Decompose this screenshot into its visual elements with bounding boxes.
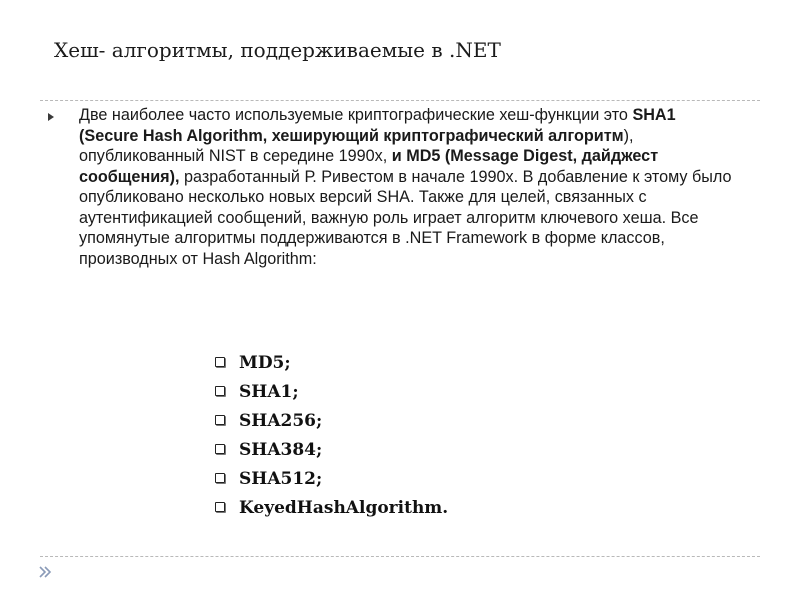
bottom-divider	[40, 556, 760, 557]
algorithm-label: SHA256;	[239, 411, 323, 431]
algorithm-item-sha512	[215, 465, 482, 494]
paragraph-text-2: ), опубликованный NIST в середине 1990х,	[79, 126, 634, 165]
body-paragraph	[79, 105, 739, 269]
top-divider	[40, 100, 760, 101]
algorithm-item-sha384	[215, 436, 482, 465]
checkbox-square-icon	[215, 473, 225, 483]
algorithm-label: SHA384;	[239, 440, 323, 460]
algorithm-item-sha256	[215, 407, 482, 436]
checkbox-square-icon	[215, 444, 225, 454]
algorithm-label: SHA1;	[239, 382, 299, 402]
algorithm-item-md5	[215, 349, 482, 378]
algorithm-label: KeyedHashAlgorithm.	[239, 498, 449, 518]
algorithm-item-keyedhash	[215, 494, 482, 523]
paragraph-text-3: разработанный Р. Ривестом в начале 1990х. В добавление к этому было опубликовано несколько новых версий SHA. Также для целей, связанных с аутентификацией сообщений, важную роль играет алгоритм ключевого хеша. Все упомянутые алгоритмы поддерживаются в .NET Framework в форме классов, производных от Hash Algorithm:	[79, 167, 732, 268]
checkbox-square-icon	[215, 357, 225, 367]
algorithm-label: MD5;	[239, 353, 291, 373]
algorithm-list-image	[207, 349, 482, 529]
algorithm-label: SHA512;	[239, 469, 323, 489]
triangle-bullet-icon	[48, 113, 54, 121]
double-chevron-right-icon[interactable]	[38, 565, 52, 584]
slide-title: Хеш- алгоритмы, поддерживаемые в .NET	[54, 38, 501, 62]
checkbox-square-icon	[215, 502, 225, 512]
paragraph-bold-sha1: SHA1 (Secure Hash Algorithm, хеширующий криптографический алгоритм	[79, 106, 676, 145]
checkbox-square-icon	[215, 415, 225, 425]
checkbox-square-icon	[215, 386, 225, 396]
paragraph-text-1: Две наиболее часто используемые криптографические хеш-функции это	[79, 106, 633, 124]
algorithm-item-sha1	[215, 378, 482, 407]
algorithm-list	[207, 349, 482, 523]
paragraph-bold-md5: и MD5 (Message Digest, дайджест сообщения),	[79, 147, 659, 186]
